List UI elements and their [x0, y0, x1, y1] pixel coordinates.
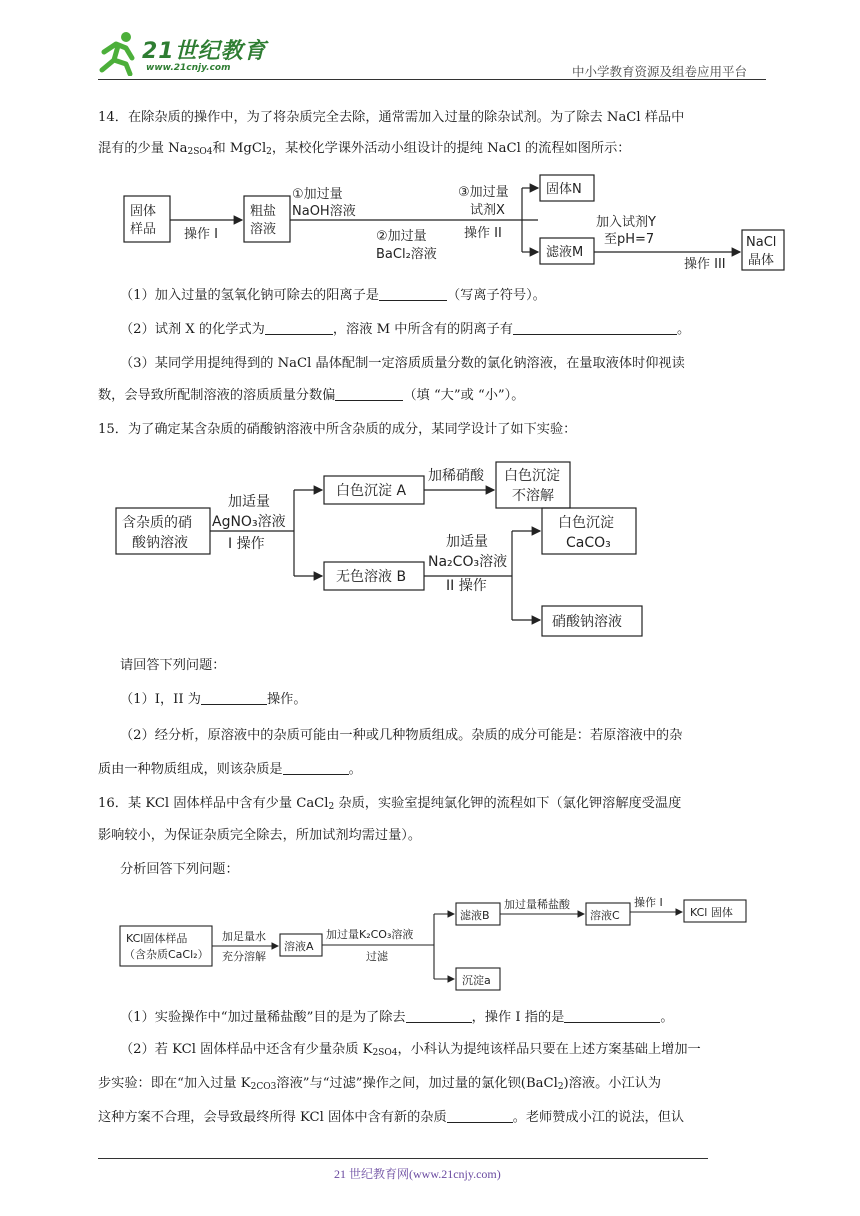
- q14-s2-blank2[interactable]: [513, 320, 677, 335]
- q16-step3: 加过量稀盐酸: [504, 898, 570, 911]
- q16-step4: 操作 I: [634, 896, 663, 909]
- q16-s2-line2: 步实验：即在“加入过量 $K_{2CO3}$溶液”与“过滤”操作之间，加过量的氯化钡(BaCl$_2$)溶液。小江认为: [98, 1076, 662, 1092]
- q14-nacl-l1: NaCl: [746, 235, 777, 250]
- q14-op3: 操作 III: [684, 257, 726, 272]
- q15-caco3-l1: 白色沉淀: [558, 515, 614, 531]
- q15-box-A: 白色沉淀 A: [336, 483, 407, 499]
- q15-box-nano3: 硝酸钠溶液: [552, 614, 622, 630]
- q16-box-B: 滤液B: [460, 909, 490, 922]
- q14-s3-blank[interactable]: [335, 386, 403, 401]
- q14-box-M-label: 滤液M: [546, 245, 584, 260]
- q16-flow-diagram: [118, 888, 768, 996]
- header-platform-text: 中小学教育资源及组卷应用平台: [572, 64, 748, 79]
- q14-step3-l3: 操作 II: [464, 226, 502, 241]
- q16-box-a: 沉淀a: [462, 974, 491, 987]
- q15-prompt: 请回答下列问题：: [120, 658, 226, 673]
- q15-step-hno3: 加稀硝酸: [428, 468, 484, 484]
- q16-s1-blank2[interactable]: [564, 1008, 660, 1023]
- q15-step1-l3: I 操作: [228, 536, 265, 552]
- q15-step2-l3: II 操作: [446, 578, 487, 594]
- q14-line2: 混有的少量 $Na_{2SO4}$和 MgCl$_2$，某校化学课外活动小组设计的提纯 NaCl 的流程如图所示：: [98, 141, 631, 157]
- q14-s3-line2: 数，会导致所配制溶液的溶质质量分数偏 （填 “大”或 “小”）。: [98, 388, 525, 403]
- q14-step2-l1: ②加过量: [376, 229, 427, 244]
- footer-text[interactable]: 21 世纪教育网(www.21cnjy.com): [334, 1167, 501, 1181]
- q16-line2: 影响较小，为保证杂质完全除去，所加试剂均需过量）。: [98, 828, 422, 843]
- q16-s2-line1: （2）若 KCl 固体样品中还含有少量杂质 $K_{2SO4}$，小科认为提纯该样品只要在上述方案基础上增加一: [120, 1042, 701, 1058]
- q14-nacl-l2: 晶体: [748, 253, 775, 268]
- page-header: [0, 0, 860, 80]
- footer-rule: [98, 1158, 708, 1159]
- q15-caco3-l2: CaCO₃: [566, 535, 611, 551]
- q16-step2-l2: 过滤: [366, 950, 388, 963]
- q15-box-B: 无色溶液 B: [336, 569, 407, 585]
- q15-s1-blank[interactable]: [201, 690, 267, 705]
- q16-sample-l2: （含杂质CaCl₂）: [124, 948, 209, 961]
- q14-crude-l2: 溶液: [250, 222, 277, 237]
- q14-step2-l2: BaCl₂溶液: [376, 247, 437, 262]
- q14-solid-l1: 固体: [130, 204, 157, 219]
- q16-prompt: 分析回答下列问题：: [120, 862, 239, 877]
- logo-url: www.21cnjy.com: [146, 63, 231, 73]
- q14-s2: （2）试剂 X 的化学式为 ，溶液 M 中所含有的阴离子有 。: [120, 322, 691, 337]
- q14-s1: （1）加入过量的氢氧化钠可除去的阳离子是 （写离子符号）。: [120, 288, 546, 303]
- q16-box-kcl: KCl 固体: [690, 906, 733, 919]
- q14-line1: 14．在除杂质的操作中，为了将杂质完全去除，通常需加入过量的除杂试剂。为了除去 NaCl 样品中: [98, 110, 685, 125]
- q14-step4-l2: 至pH=7: [604, 232, 655, 247]
- q14-s1-blank[interactable]: [379, 286, 447, 301]
- q14-step1-l1: ①加过量: [292, 187, 343, 202]
- q16-line1: 16．某 KCl 固体样品中含有少量 CaCl$_2$ 杂质，实验室提纯氯化钾的流程如下（氯化钾溶解度受温度: [98, 796, 682, 812]
- q16-step1-l1: 加足量水: [222, 930, 266, 943]
- q16-step2-l1: 加过量K₂CO₃溶液: [326, 928, 414, 941]
- q15-start-l2: 酸钠溶液: [132, 535, 188, 551]
- q16-step1-l2: 充分溶解: [222, 950, 266, 963]
- logo-runner-icon: [96, 30, 142, 76]
- q14-step1-l2: NaOH溶液: [292, 204, 356, 219]
- q16-sample-l1: KCl固体样品: [126, 932, 188, 945]
- q15-step2-l2: Na₂CO₃溶液: [428, 554, 508, 570]
- q16-box-A: 溶液A: [284, 940, 314, 953]
- q15-s2-line1: （2）经分析，原溶液中的杂质可能由一种或几种物质组成。杂质的成分可能是：若原溶液中的杂: [120, 728, 683, 743]
- q15-step1-l2: AgNO₃溶液: [212, 514, 286, 530]
- q16-box-C: 溶液C: [590, 909, 620, 922]
- q16-s1: （1）实验操作中“加过量稀盐酸”目的是为了除去 ，操作 I 指的是 。: [120, 1010, 674, 1025]
- q16-s1-blank1[interactable]: [406, 1008, 472, 1023]
- q14-s2-blank1[interactable]: [265, 320, 333, 335]
- q15-step2-l1: 加适量: [446, 534, 488, 550]
- q16-s2-line3: 这种方案不合理，会导致最终所得 KCl 固体中含有新的杂质 。老师赞成小江的说法，但认: [98, 1110, 685, 1125]
- logo-text: 21世纪教育: [142, 39, 267, 64]
- q15-line1: 15．为了确定某含杂质的硝酸钠溶液中所含杂质的成分，某同学设计了如下实验：: [98, 422, 577, 437]
- q15-step1-l1: 加适量: [228, 494, 270, 510]
- q15-s2-line2: 质由一种物质组成，则该杂质是 。: [98, 762, 362, 777]
- q14-solid-l2: 样品: [130, 222, 157, 237]
- q15-start-l1: 含杂质的硝: [122, 515, 192, 531]
- q15-flow-diagram: [110, 458, 670, 640]
- q15-s2-blank[interactable]: [283, 760, 349, 775]
- q14-op1: 操作 I: [184, 227, 218, 242]
- q14-step3-l2: 试剂X: [470, 203, 505, 218]
- q14-flow-diagram: [110, 170, 790, 280]
- q15-insol-l1: 白色沉淀: [504, 468, 560, 484]
- q14-s3-line1: （3）某同学用提纯得到的 NaCl 晶体配制一定溶质质量分数的氯化钠溶液，在量取液体时仰视读: [120, 356, 685, 371]
- q15-insol-l2: 不溶解: [512, 488, 554, 504]
- q14-crude-l1: 粗盐: [250, 204, 277, 219]
- q14-step4-l1: 加入试剂Y: [596, 215, 656, 230]
- q14-step3-l1: ③加过量: [458, 185, 509, 200]
- q15-s1: （1）I，II 为 操作。: [120, 692, 307, 707]
- header-rule: [98, 79, 766, 80]
- q16-s2-blank[interactable]: [447, 1108, 513, 1123]
- q14-box-N-label: 固体N: [546, 182, 582, 197]
